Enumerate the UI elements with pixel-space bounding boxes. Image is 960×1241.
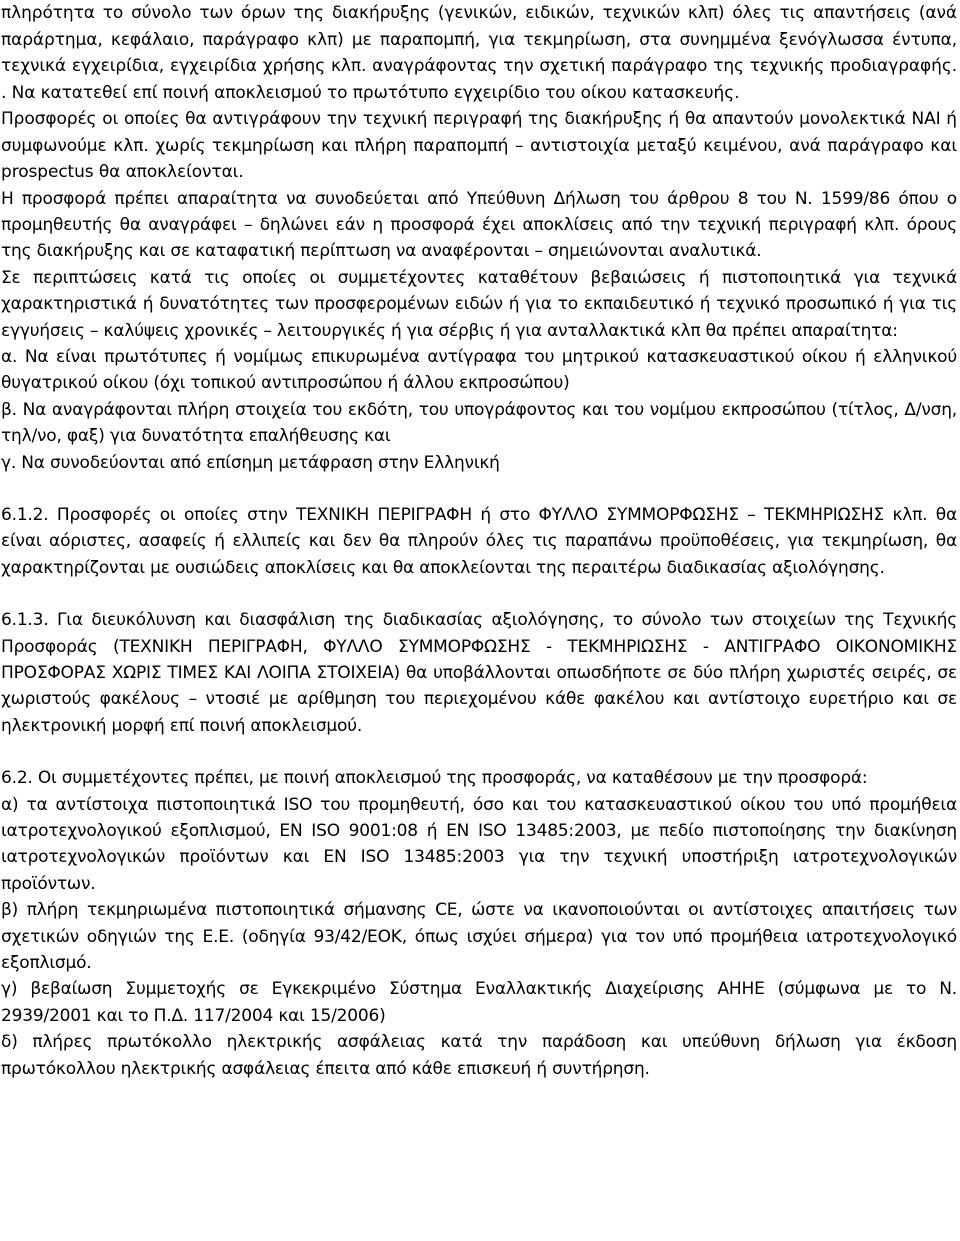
paragraph-certificates-item-b: β. Να αναγράφονται πλήρη στοιχεία του εκδότη, του υπογράφοντος και του νομίμου εκπροσώπου (τίτλος, Δ/νση, τηλ/νο, φαξ) για δυνατότητα επαλήθευσης και <box>1 399 957 447</box>
section-6-2-item-a: α) τα αντίστοιχα πιστοποιητικά ISO του προμηθευτή, όσο και του κατασκευαστικού οίκου του υπό προμήθεια ιατροτεχνολογικού εξοπλισμού, ΕΝ ISO 9001:08 ή ΕΝ ISO 13485:2003, με πεδίο πιστοποίησης την διακίνηση ιατροτεχνολογικών προϊόντων και EN ISO 13485:2003 για την τεχνική υποστήριξη ιατροτεχνολογικών προϊόντων. <box>1 794 957 894</box>
section-6-2-item-b: β) πλήρη τεκμηριωμένα πιστοποιητικά σήμανσης CE, ώστε να ικανοποιούνται οι αντίστοιχες απαιτήσεις των σχετικών οδηγιών της Ε.Ε. (οδηγία 93/42/ΕΟΚ, όπως ισχύει σήμερα) για τον υπό προμήθεια ιατροτεχνολογικό εξοπλισμό. <box>1 900 957 974</box>
paragraph-certificates-intro: Σε περιπτώσεις κατά τις οποίες οι συμμετέχοντες καταθέτουν βεβαιώσεις ή πιστοποιητικά για τεχνικά χαρακτηριστικά ή δυνατότητες των προσφερομένων ειδών ή για το εκπαιδευτικό ή τεχνικό προσωπικό ή για τις εγγυήσεις – καλύψεις χρονικές – λειτουργικές ή για σέρβις ή για ανταλλακτικά κλπ θα πρέπει απαραίτητα: <box>1 267 957 341</box>
section-6-1-3: 6.1.3. Για διευκόλυνση και διασφάλιση της διαδικασίας αξιολόγησης, το σύνολο των στοιχείων της Τεχνικής Προσφοράς (ΤΕΧΝΙΚΗ ΠΕΡΙΓΡΑΦΗ, ΦΥΛΛΟ ΣΥΜΜΟΡΦΩΣΗΣ - ΤΕΚΜΗΡΙΩΣΗΣ - ΑΝΤΙΓΡΑΦΟ ΟΙΚΟΝΟΜΙΚΗΣ ΠΡΟΣΦΟΡΑΣ ΧΩΡΙΣ ΤΙΜΕΣ ΚΑΙ ΛΟΙΠΑ ΣΤΟΙΧΕΙΑ) θα υποβάλλονται οπωσδήποτε σε δύο πλήρη χωριστές σειρές, σε χωριστούς φακέλους – ντοσιέ με αρίθμηση του περιεχομένου κάθε φακέλου και αντίστοιχο ευρετήριο και σε ηλεκτρονική μορφή επί ποινή αποκλεισμού. <box>1 610 957 736</box>
section-6-2-item-c: γ) βεβαίωση Συμμετοχής σε Εγκεκριμένο Σύστημα Εναλλακτικής Διαχείρισης ΑΗΗΕ (σύμφωνα με το Ν. 2939/2001 και το Π.Δ. 117/2004 και 15/2006) <box>1 979 957 1026</box>
paragraph-completeness: πληρότητα το σύνολο των όρων της διακήρυξης (γενικών, ειδικών, τεχνικών κλπ) όλες τις απαντήσεις (ανά παράρτημα, κεφάλαιο, παράγραφο κλπ) με παραπομπή, για τεκμηρίωση, στα συνημμένα ξενόγλωσσα έντυπα, τεχνικά εγχειρίδια, εγχειρίδια χρήσης κλπ. αναγράφοντας την σχετική παράγραφο της τεχνικής προδιαγραφής. . Να κατατεθεί επί ποινή αποκλεισμού το πρωτότυπο εγχειρίδιο του οίκου κατασκευής. <box>1 3 957 103</box>
paragraph-copied-offers: Προσφορές οι οποίες θα αντιγράφουν την τεχνική περιγραφή της διακήρυξης ή θα απαντούν μονολεκτικά ΝΑΙ ή συμφωνούμε κλπ. χωρίς τεκμηρίωση και πλήρη παραπομπή – αντιστοιχία μεταξύ κειμένου, ανά παράγραφο και prospectus θα αποκλείονται. <box>1 109 957 182</box>
paragraph-certificates-item-c: γ. Να συνοδεύονται από επίσημη μετάφραση στην Ελληνική <box>1 452 500 473</box>
section-6-2-heading: 6.2. Οι συμμετέχοντες πρέπει, με ποινή αποκλεισμού της προσφοράς, να καταθέσουν με την προσφορά: <box>1 768 868 789</box>
paragraph-solemn-declaration: Η προσφορά πρέπει απαραίτητα να συνοδεύεται από Υπεύθυνη Δήλωση του άρθρου 8 του Ν. 1599/86 όπου ο προμηθευτής θα αναγράφει – δηλώνει εάν η προσφορά έχει αποκλίσεις από την τεχνική περιγραφή κλπ. όρους της διακήρυξης και σε καταφατική περίπτωση να αναφέρονται – σημειώνονται αναλυτικά. <box>1 188 957 262</box>
section-6-2-item-d: δ) πλήρες πρωτόκολλο ηλεκτρικής ασφάλειας κατά την παράδοση και υπεύθυνη δήλωση για έκδοση πρωτόκολλου ηλεκτρικής ασφάλειας έπειτα από κάθε επισκευή ή συντήρηση. <box>1 1032 957 1079</box>
paragraph-certificates-item-a: α. Να είναι πρωτότυπες ή νομίμως επικυρωμένα αντίγραφα του μητρικού κατασκευαστικού οίκου ή ελληνικού θυγατρικού οίκου (όχι τοπικού αντιπροσώπου ή άλλου εκπροσώπου) <box>1 346 957 394</box>
section-6-1-2: 6.1.2. Προσφορές οι οποίες στην ΤΕΧΝΙΚΗ ΠΕΡΙΓΡΑΦΗ ή στο ΦΥΛΛΟ ΣΥΜΜΟΡΦΩΣΗΣ – ΤΕΚΜΗΡΙΩΣΗΣ κλπ. θα είναι αόριστες, ασαφείς ή ελλιπείς και δεν θα πληρούν όλες τις παραπάνω προϋποθέσεις, για τεκμηρίωση, θα χαρακτηρίζονται με ουσιώδεις αποκλίσεις και θα αποκλείονται της περαιτέρω διαδικασίας αξιολόγησης. <box>1 504 957 578</box>
